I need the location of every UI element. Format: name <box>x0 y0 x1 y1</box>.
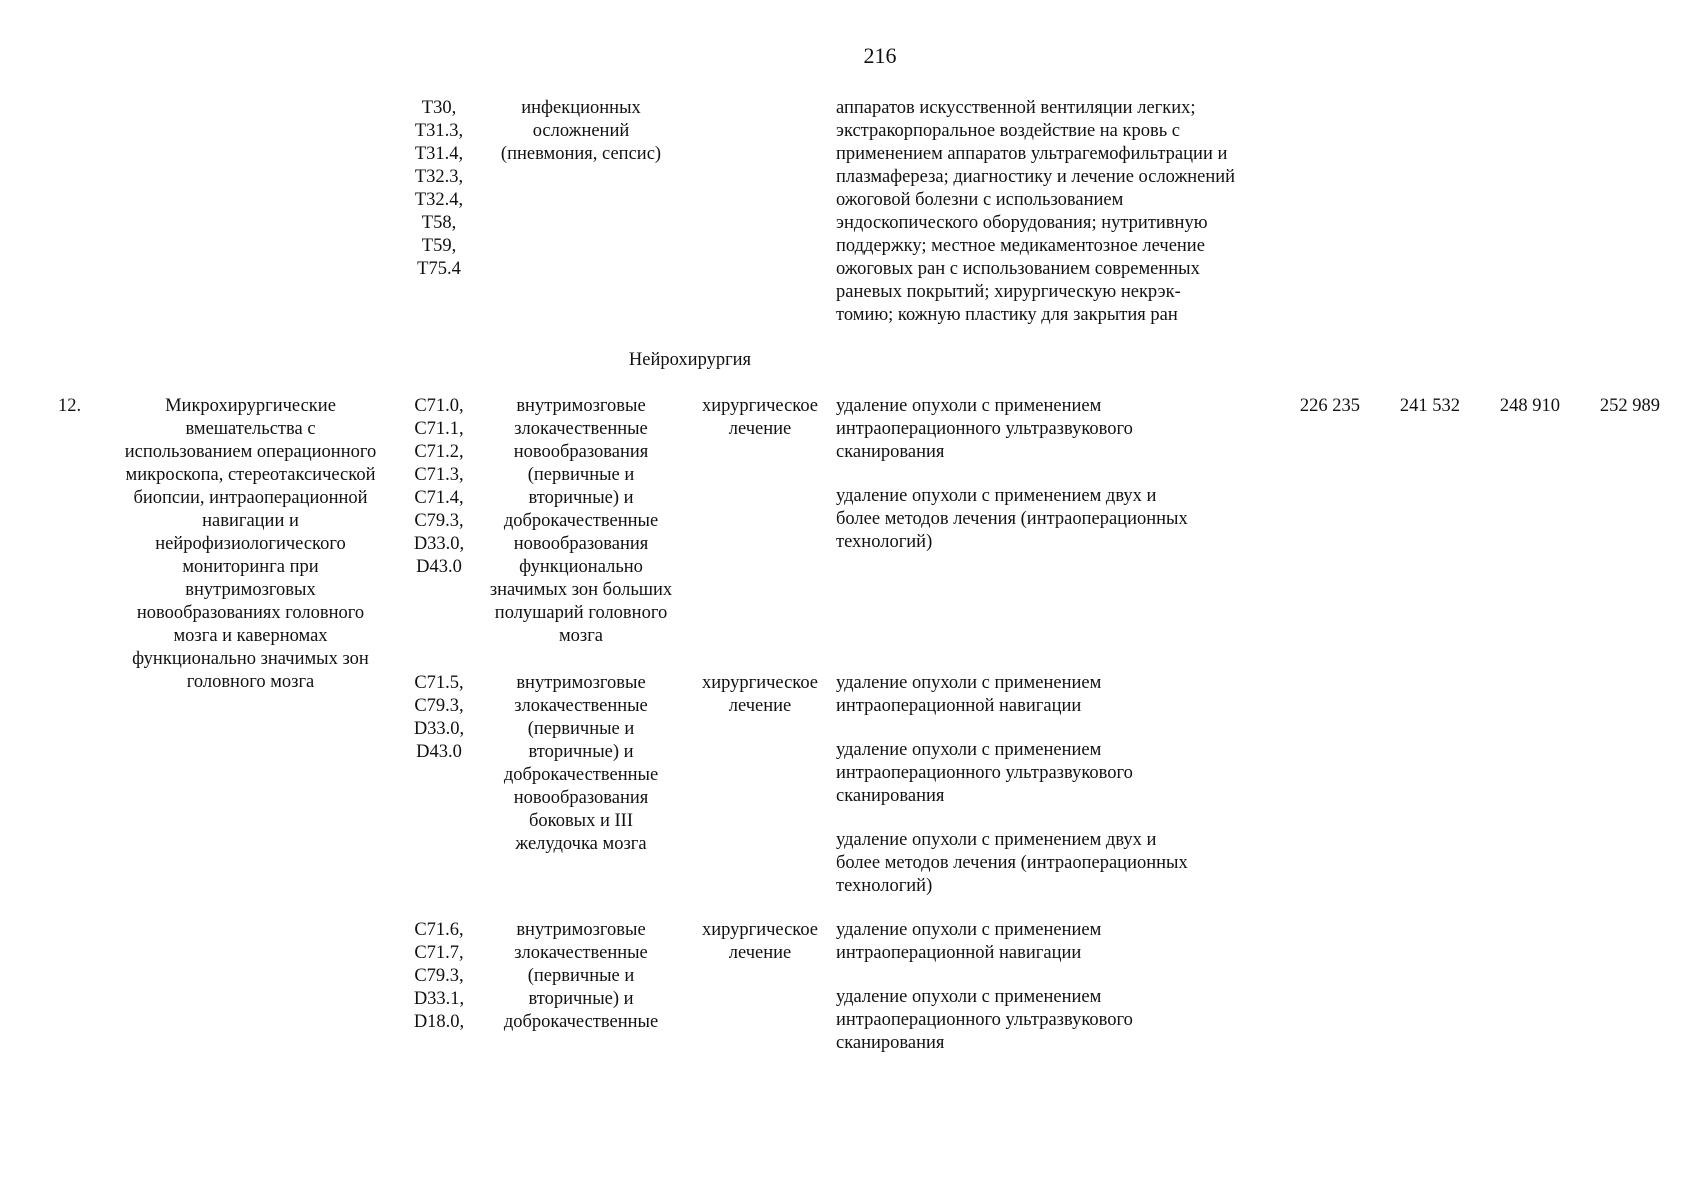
subrow-3-method-2: удаление опухоли с применением интраоперационного ультразвукового сканирования <box>836 987 1133 1053</box>
cost-1: 226 235 <box>1299 396 1360 416</box>
row-name: Микрохирургические вмешательства с использованием операционного микроскопа, стереотаксической биопсии, интраоперационной навигации и нейрофизиологического мониторинга при внутримозговых новообразованиях головного мозга и каверномах функционально значимых зон головного мозга <box>124 396 377 692</box>
continued-row-codes: T30, T31.3, T31.4, T32.3, T32.4, T58, T59, T75.4 <box>414 98 464 279</box>
subrow-2-method-2: удаление опухоли с применением интраоперационного ультразвукового сканирования <box>836 740 1133 806</box>
subrow-1-condition: внутримозговые злокачественные новообразования (первичные и вторичные) и доброкачественные новообразования функционально значимых зон больших полушарий головного мозга <box>489 396 673 646</box>
subrow-3-method-1: удаление опухоли с применением интраоперационной навигации <box>836 920 1102 963</box>
subrow-2-condition: внутримозговые злокачественные (первичные и вторичные) и доброкачественные новообразования боковых и III желудочка мозга <box>503 673 659 854</box>
section-title: Нейрохирургия <box>628 350 752 370</box>
subrow-1-method-2: удаление опухоли с применением двух и более методов лечения (интраоперационных технологий) <box>836 486 1188 552</box>
cost-3: 248 910 <box>1499 396 1560 416</box>
cost-2: 241 532 <box>1399 396 1460 416</box>
subrow-3-condition: внутримозговые злокачественные (первичные и вторичные) и доброкачественные <box>503 920 659 1032</box>
subrow-1-method-1: удаление опухоли с применением интраоперационного ультразвукового сканирования <box>836 396 1133 462</box>
subrow-2-method-3: удаление опухоли с применением двух и более методов лечения (интраоперационных технологий) <box>836 830 1188 896</box>
subrow-2-method-1: удаление опухоли с применением интраоперационной навигации <box>836 673 1102 716</box>
subrow-3-treatment: хирургическое лечение <box>701 920 819 963</box>
subrow-2-codes: C71.5, C79.3, D33.0, D43.0 <box>413 673 465 762</box>
subrow-1-treatment: хирургическое лечение <box>701 396 819 439</box>
subrow-1-codes: C71.0, C71.1, C71.2, C71.3, C71.4, C79.3, D33.0, D43.0 <box>413 396 465 577</box>
continued-row-condition: инфекционных осложнений (пневмония, сепсис) <box>500 98 662 164</box>
row-number: 12. <box>58 396 82 416</box>
subrow-2-treatment: хирургическое лечение <box>701 673 819 716</box>
cost-4: 252 989 <box>1599 396 1660 416</box>
page-number: 216 <box>863 43 897 68</box>
subrow-3-codes: C71.6, C71.7, C79.3, D33.1, D18.0, <box>413 920 465 1032</box>
continued-row-methods: аппаратов искусственной вентиляции легких; экстракорпоральное воздействие на кровь с применением аппаратов ультрагемофильтрации и плазмафереза; диагностику и лечение осложнений ожоговой болезни с использованием эндоскопического оборудования; нутритивную поддержку; местное медикаментозное лечение ожоговых ран с использованием современных раневых покрытий; хирургическую некрэк- томию; кожную пластику для закрытия ран <box>836 98 1236 325</box>
